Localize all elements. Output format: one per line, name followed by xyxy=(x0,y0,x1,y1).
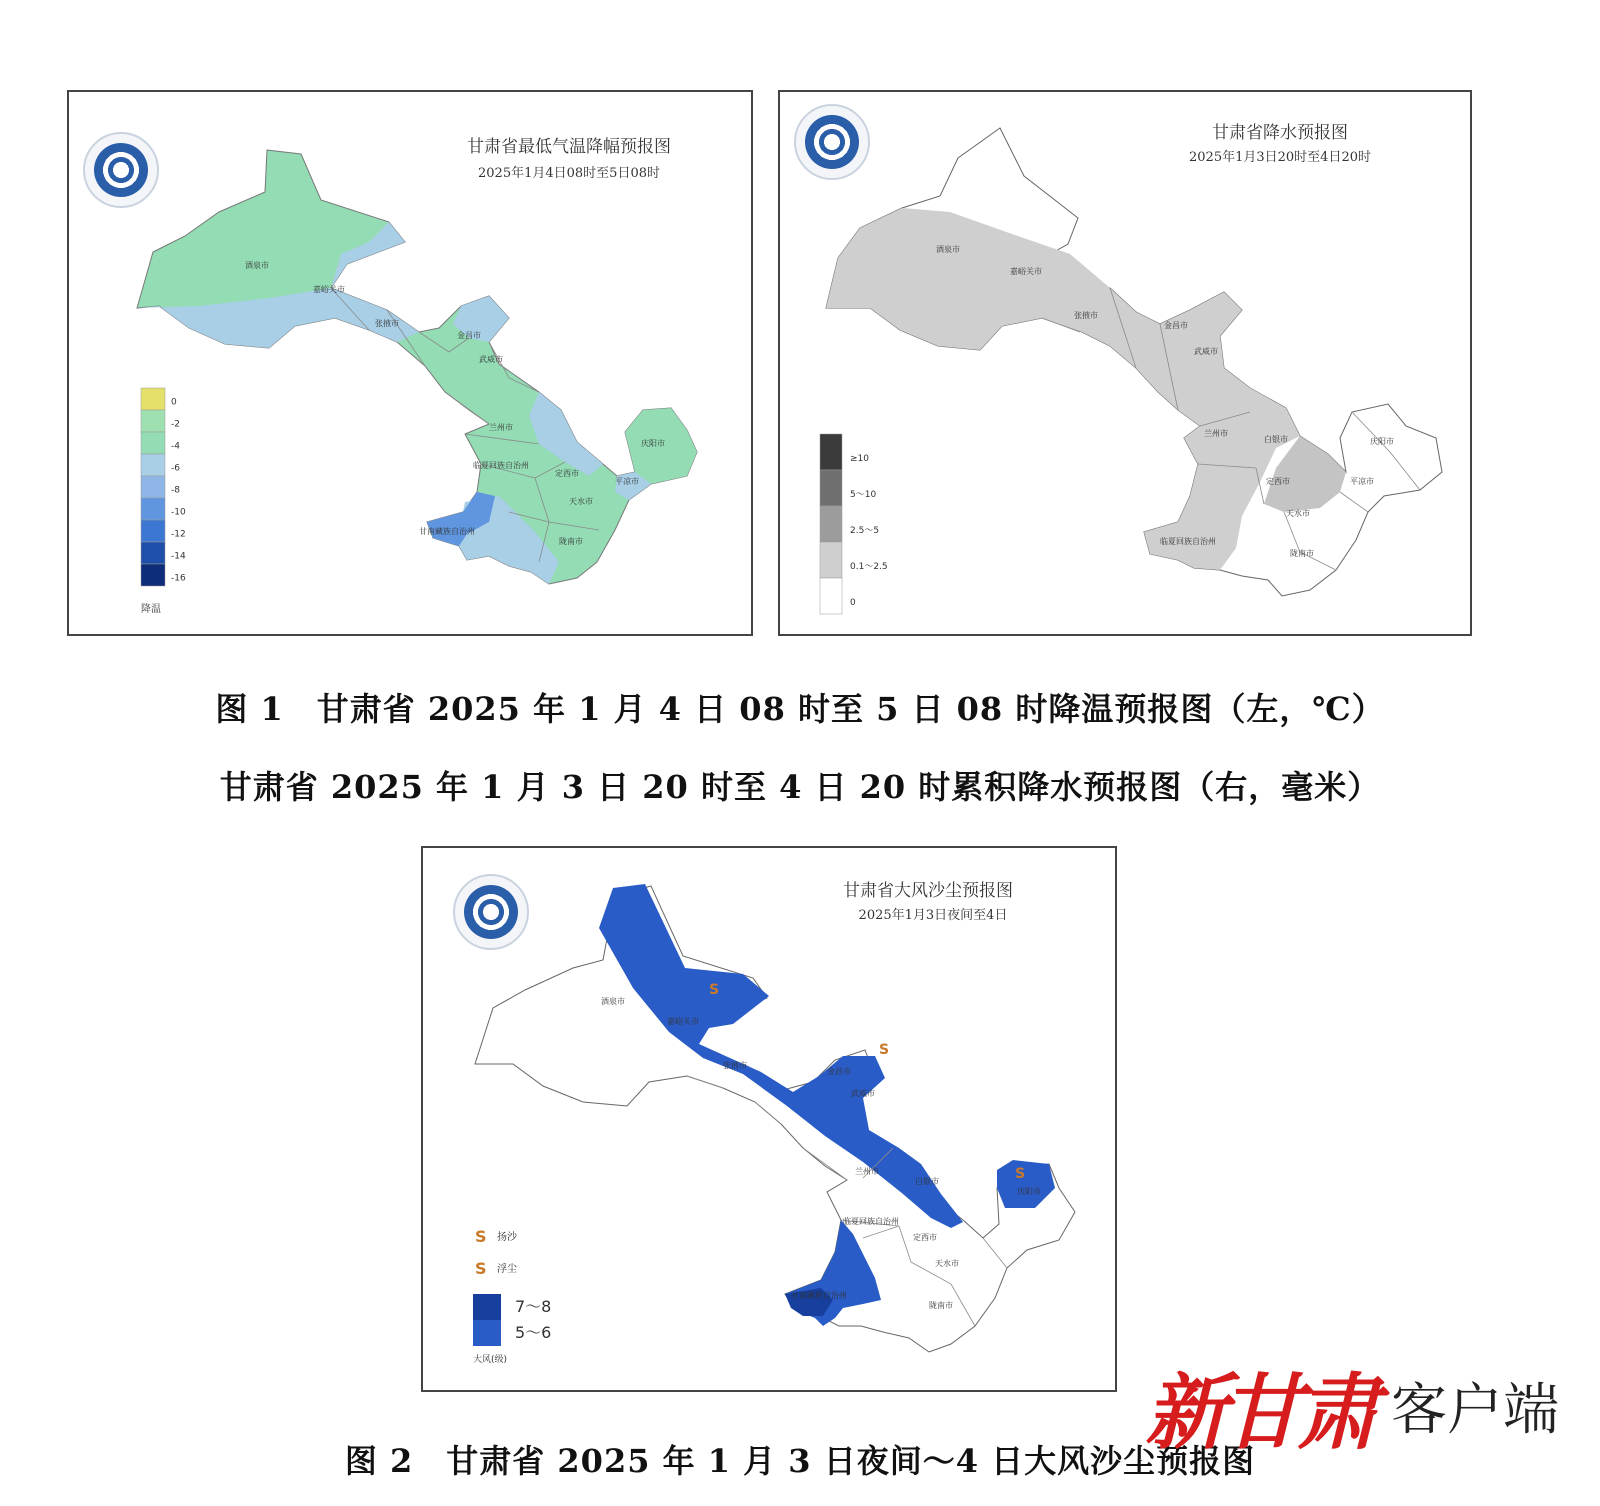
temperature-legend xyxy=(141,388,186,586)
temperature-legend-swatch xyxy=(141,410,165,432)
region-label: 酒泉市 xyxy=(245,261,269,270)
wind-map-title: 甘肃省大风沙尘预报图 xyxy=(843,881,1013,901)
region-label: 平凉市 xyxy=(1350,477,1374,486)
figure-1-caption-line-2: 甘肃省 2025 年 1 月 3 日 20 时至 4 日 20 时累积降水预报图（右，毫米） xyxy=(219,768,1381,806)
temperature-legend-label: -12 xyxy=(171,529,186,540)
legend-sand-label: 扬沙 xyxy=(497,1232,517,1243)
region-label: 定西市 xyxy=(913,1233,937,1242)
region-label: 武威市 xyxy=(1194,347,1218,356)
region-label: 白银市 xyxy=(915,1177,939,1186)
dust-symbol: S xyxy=(879,1042,890,1058)
region-label: 天水市 xyxy=(935,1259,959,1268)
legend-wind-footer: 大风(级) xyxy=(473,1355,508,1365)
brand-watermark xyxy=(1145,1348,1559,1465)
precipitation-legend-swatch xyxy=(820,434,842,470)
region-label: 张掖市 xyxy=(375,319,399,328)
temperature-legend-label: -8 xyxy=(171,485,180,496)
temperature-legend-swatch xyxy=(141,432,165,454)
temperature-legend-swatch xyxy=(141,542,165,564)
precipitation-legend-swatch xyxy=(820,542,842,578)
precipitation-legend-label: 0.1～2.5 xyxy=(850,562,888,572)
region-label: 定西市 xyxy=(1266,477,1290,486)
temperature-legend-swatch xyxy=(141,476,165,498)
temperature-legend-label: -6 xyxy=(171,463,180,474)
region-label: 兰州市 xyxy=(855,1167,879,1176)
figure-1-caption-line-1: 图 1 甘肃省 2025 年 1 月 4 日 08 时至 5 日 08 时降温预报图（左，℃） xyxy=(215,690,1385,728)
region-label: 金昌市 xyxy=(827,1067,851,1076)
wind-dust-map-panel xyxy=(421,846,1117,1392)
region-label: 庆阳市 xyxy=(1370,437,1394,446)
region-label: 天水市 xyxy=(569,497,593,506)
region-label: 武威市 xyxy=(851,1089,875,1098)
region-label: 陇南市 xyxy=(929,1301,953,1310)
wind-map-svg xyxy=(423,848,1119,1394)
precipitation-legend-swatch xyxy=(820,506,842,542)
region-label: 庆阳市 xyxy=(641,439,665,448)
precipitation-legend-swatch xyxy=(820,470,842,506)
region-label: 临夏回族自治州 xyxy=(473,461,529,470)
precipitation-map-panel xyxy=(778,90,1472,636)
region-label: 定西市 xyxy=(555,469,579,478)
region-label: 庆阳市 xyxy=(1017,1187,1041,1196)
region-label: 酒泉市 xyxy=(601,997,625,1006)
temperature-legend-label: -2 xyxy=(171,419,180,430)
region-label: 白银市 xyxy=(1264,435,1288,444)
temperature-legend-swatch xyxy=(141,454,165,476)
gansu-outline-temp xyxy=(137,150,697,584)
region-label: 陇南市 xyxy=(1290,549,1314,558)
region-label: 天水市 xyxy=(1286,509,1310,518)
dust-symbol: S xyxy=(709,982,720,998)
precipitation-map-subtitle: 2025年1月3日20时至4日20时 xyxy=(1189,150,1371,165)
region-label: 陇南市 xyxy=(559,537,583,546)
region-label: 临夏回族自治州 xyxy=(1160,537,1216,546)
legend-wind-strong-swatch xyxy=(473,1294,501,1320)
region-label: 甘南藏族自治州 xyxy=(419,527,475,536)
temperature-legend-swatch xyxy=(141,498,165,520)
precipitation-map-svg xyxy=(780,92,1474,638)
temperature-legend-label: -16 xyxy=(171,573,186,584)
dust-symbol: S xyxy=(1015,1166,1026,1182)
precipitation-legend-swatch xyxy=(820,578,842,614)
temperature-map-svg xyxy=(69,92,755,638)
legend-wind-moderate-label: 5～6 xyxy=(515,1323,552,1342)
temperature-legend-swatch xyxy=(141,388,165,410)
region-label: 武威市 xyxy=(479,355,503,364)
region-label: 临夏回族自治州 xyxy=(843,1217,899,1226)
precipitation-legend-label: ≥10 xyxy=(850,454,869,464)
precipitation-legend-label: 5～10 xyxy=(850,490,877,500)
region-label: 嘉峪关市 xyxy=(667,1017,699,1026)
region-label: 甘南藏族自治州 xyxy=(791,1291,847,1300)
temperature-legend-swatch xyxy=(141,520,165,542)
temperature-map-subtitle: 2025年1月4日08时至5日08时 xyxy=(478,166,660,181)
temperature-map-title: 甘肃省最低气温降幅预报图 xyxy=(467,137,671,157)
region-label: 嘉峪关市 xyxy=(1010,267,1042,276)
temperature-legend-label: 0 xyxy=(171,397,177,408)
legend-dust-label: 浮尘 xyxy=(497,1264,517,1275)
region-label: 酒泉市 xyxy=(936,245,960,254)
region-label: 兰州市 xyxy=(489,423,513,432)
legend-sand-symbol: S xyxy=(475,1227,487,1246)
precipitation-map-title: 甘肃省降水预报图 xyxy=(1212,123,1348,143)
figure-2-caption: 图 2 甘肃省 2025 年 1 月 3 日夜间～4 日大风沙尘预报图 xyxy=(344,1442,1256,1480)
region-label: 金昌市 xyxy=(1164,321,1188,330)
xin-gansu-logo: 新甘肃 xyxy=(1145,1365,1373,1461)
temperature-legend-footer: 降温 xyxy=(141,604,161,615)
client-app-label: 客户端 xyxy=(1391,1378,1559,1443)
legend-wind-strong-label: 7～8 xyxy=(515,1297,552,1316)
temperature-legend-label: -14 xyxy=(171,551,186,562)
precipitation-legend-label: 0 xyxy=(850,598,856,608)
region-label: 张掖市 xyxy=(723,1061,747,1070)
temperature-drop-map-panel xyxy=(67,90,753,636)
precipitation-legend xyxy=(820,434,888,614)
wind-map-subtitle: 2025年1月3日夜间至4日 xyxy=(858,908,1008,923)
region-label: 金昌市 xyxy=(457,331,481,340)
precip-area-light xyxy=(826,208,1300,570)
temperature-legend-label: -10 xyxy=(171,507,186,518)
temperature-legend-label: -4 xyxy=(171,441,180,452)
legend-wind-moderate-swatch xyxy=(473,1320,501,1346)
precipitation-legend-label: 2.5～5 xyxy=(850,526,880,536)
region-label: 平凉市 xyxy=(615,477,639,486)
region-label: 嘉峪关市 xyxy=(313,285,345,294)
temperature-legend-swatch xyxy=(141,564,165,586)
legend-dust-symbol: S xyxy=(475,1259,487,1278)
region-label: 兰州市 xyxy=(1204,429,1228,438)
region-label: 张掖市 xyxy=(1074,311,1098,320)
